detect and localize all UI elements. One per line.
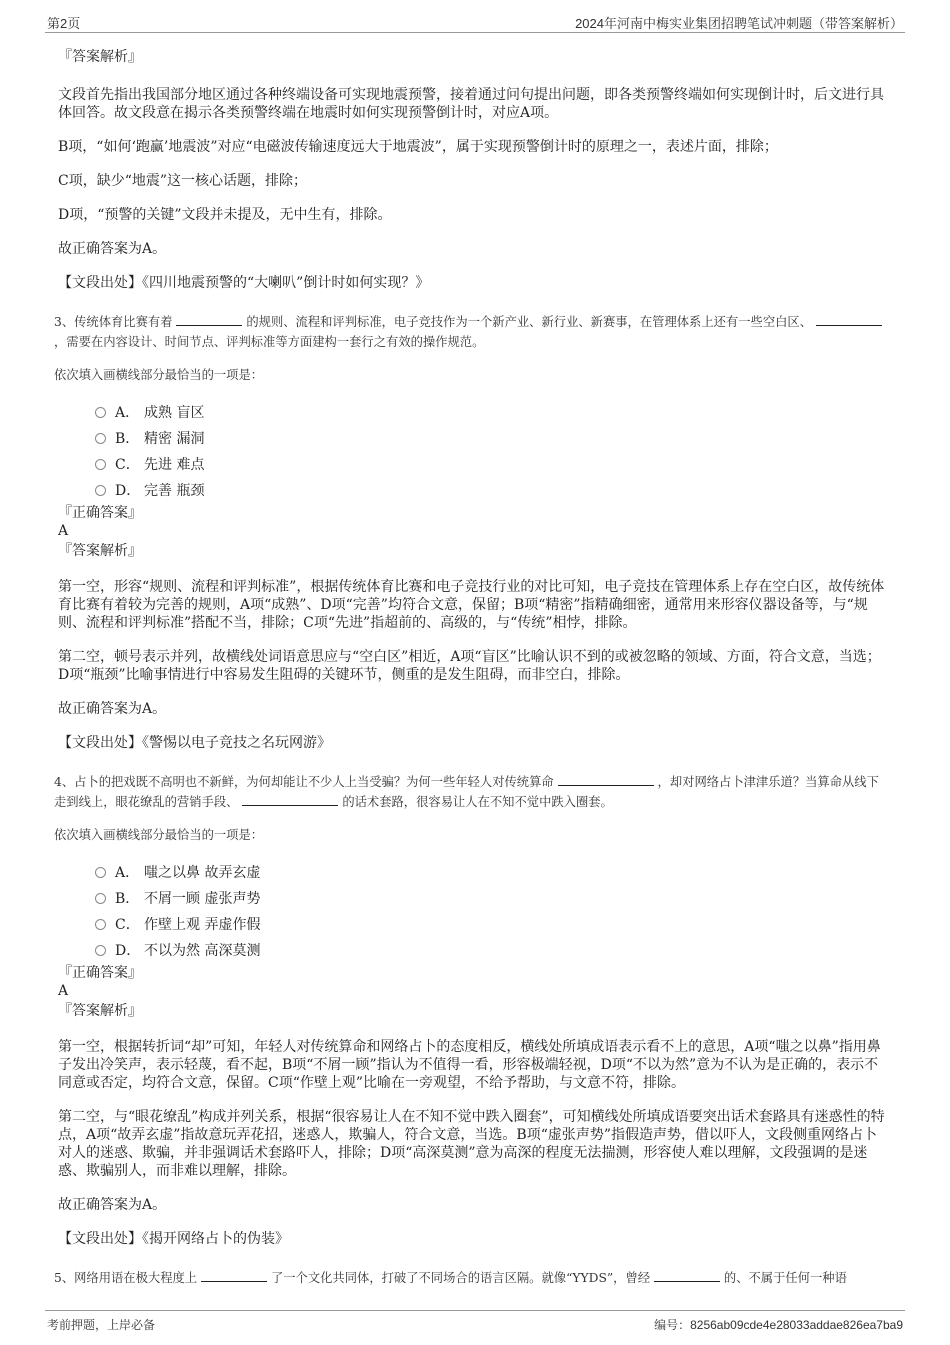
radio-icon[interactable] (95, 485, 106, 496)
fill-blank (654, 1269, 720, 1282)
analysis-paragraph: 故正确答案为A。 (58, 701, 167, 717)
source-citation: 【文段出处】《四川地震预警的“大喇叭”倒计时如何实现？》 (58, 275, 430, 291)
page-number: 第2页 (47, 16, 81, 31)
option-c[interactable]: C． 作壁上观 弄虚作假 (95, 912, 890, 938)
radio-icon[interactable] (95, 919, 106, 930)
radio-icon[interactable] (95, 867, 106, 878)
radio-icon[interactable] (95, 945, 106, 956)
question-instruction: 依次填入画横线部分最恰当的一项是： (54, 828, 264, 842)
correct-answer: A (58, 983, 69, 999)
document-code: 编号：8256ab09cde4e28033addae826ea7ba9 (654, 1318, 903, 1332)
page-footer (45, 1310, 905, 1335)
analysis-paragraph: 第二空，与“眼花缭乱”构成并列关系，根据“很容易让人在不知不觉中跌入圈套”，可知横线处所填成语要突出话术套路具有迷惑性的特点，A项“故弄玄虚”指故意玩弄花招，迷惑人，欺骗人，符合文意，当选。B项“虚张声势”指假造声势，借以吓人，文段侧重网络占卜对人的迷惑、欺骗，并非强调话术套路吓人，排除；D项“高深莫测”意为高深的程度无法揣测，形容使人难以理解，文段强调的是迷惑、欺骗别人，而非难以理解，排除。 (58, 1109, 885, 1179)
option-b[interactable]: B． 不屑一顾 虚张声势 (95, 886, 890, 912)
source-citation: 【文段出处】《揭开网络占卜的伪装》 (58, 1231, 289, 1247)
radio-icon[interactable] (95, 407, 106, 418)
analysis-paragraph: 文段首先指出我国部分地区通过各种终端设备可实现地震预警，接着通过问句提出问题，即各类预警终端如何实现倒计时，后文进行具体回答。故文段意在揭示各类预警终端在地震时如何实现预警倒计时，对应A项。 (58, 87, 884, 121)
correct-answer: A (58, 523, 69, 539)
fill-blank (816, 313, 882, 326)
option-list (58, 400, 890, 504)
analysis-paragraph: 故正确答案为A。 (58, 1197, 167, 1213)
option-c[interactable]: C． 先进 难点 (95, 452, 890, 478)
correct-answer-heading: 『正确答案』 (58, 965, 142, 981)
page-header (45, 10, 905, 33)
analysis-paragraph: 第一空，形容“规则、流程和评判标准”，根据传统体育比赛和电子竞技行业的对比可知，电子竞技在管理体系上存在空白区，故传统体育比赛有着较为完善的规则，A项“成熟”、D项“完善”均符合文意，保留；B项“精密”指精确细密，通常用来形容仪器设备等，与“规则、流程和评判标准”搭配不当，排除；C项“先进”指超前的、高级的，与“传统”相悖，排除。 (58, 579, 885, 631)
fill-blank (201, 1269, 267, 1282)
source-citation: 【文段出处】《警惕以电子竞技之名玩网游》 (58, 735, 331, 751)
radio-icon[interactable] (95, 893, 106, 904)
analysis-paragraph: D项，“预警的关键”文段并未提及，无中生有，排除。 (58, 207, 392, 223)
analysis-paragraph: C项，缺少“地震”这一核心话题，排除； (58, 173, 308, 189)
question-stem: 5、网络用语在极大程度上 了一个文化共同体，打破了不同场合的语言区隔。就像“YYDS”，曾经 的、不属于任何一种语 (54, 1271, 847, 1285)
radio-icon[interactable] (95, 459, 106, 470)
fill-blank (558, 773, 654, 786)
analysis-paragraph: 第二空，顿号表示并列，故横线处词语意思应与“空白区”相近，A项“盲区”比喻认识不到的或被忽略的领域、方面，符合文意，当选；D项“瓶颈”比喻事情进行中容易发生阻碍的关键环节，侧重的是发生阻碍，而非空白，排除。 (58, 649, 881, 683)
question-stem: 4、占卜的把戏既不高明也不新鲜，为何却能让不少人上当受骗？为何一些年轻人对传统算命 ，却对网络占卜津津乐道？当算命从线下走到线上，眼花缭乱的营销手段、 的话术套路，很容易让人在不知不觉中跌入圈套。 (54, 775, 879, 809)
correct-answer-heading: 『正确答案』 (58, 505, 142, 521)
analysis-heading: 『答案解析』 (58, 1003, 142, 1019)
analysis-paragraph: 故正确答案为A。 (58, 241, 167, 257)
fill-blank (242, 793, 338, 806)
radio-icon[interactable] (95, 433, 106, 444)
question-instruction: 依次填入画横线部分最恰当的一项是： (54, 368, 264, 382)
question-stem: 3、传统体育比赛有着 的规则、流程和评判标准，电子竞技作为一个新产业、新行业、新赛事，在管理体系上还有一些空白区、 ，需要在内容设计、时间节点、评判标准等方面建构一套行之有效的操作规范。 (54, 312, 886, 352)
option-d[interactable]: D． 不以为然 高深莫测 (95, 938, 890, 964)
analysis-heading: 『答案解析』 (58, 543, 142, 559)
document-content (54, 44, 890, 1288)
fill-blank (176, 313, 242, 326)
option-a[interactable]: A． 嗤之以鼻 故弄玄虚 (95, 860, 890, 886)
option-a[interactable]: A． 成熟 盲区 (95, 400, 890, 426)
question-5 (54, 1268, 890, 1288)
question-4 (54, 772, 890, 1248)
option-b[interactable]: B． 精密 漏洞 (95, 426, 890, 452)
option-list (58, 860, 890, 964)
analysis-paragraph: 第一空，根据转折词“却”可知，年轻人对传统算命和网络占卜的态度相反，横线处所填成语表示看不上的意思，A项“嗤之以鼻”指用鼻子发出冷笑声，表示轻蔑，看不起，B项“不屑一顾”指认为不值得一看，形容极端轻视，D项“不以为然”意为不认为是正确的，表示不同意或否定，均符合文意，保留。C项“作壁上观”比喻在一旁观望，不给予帮助，与文意不符，排除。 (58, 1039, 881, 1091)
footer-slogan: 考前押题，上岸必备 (47, 1318, 156, 1332)
question-3 (54, 312, 890, 752)
document-title: 2024年河南中梅实业集团招聘笔试冲刺题（带答案解析） (575, 16, 903, 31)
analysis-paragraph: B项，“如何‘跑赢’地震波”对应“电磁波传输速度远大于地震波”，属于实现预警倒计时的原理之一，表述片面，排除； (58, 139, 778, 155)
analysis-heading: 『答案解析』 (58, 49, 142, 65)
option-d[interactable]: D． 完善 瓶颈 (95, 478, 890, 504)
